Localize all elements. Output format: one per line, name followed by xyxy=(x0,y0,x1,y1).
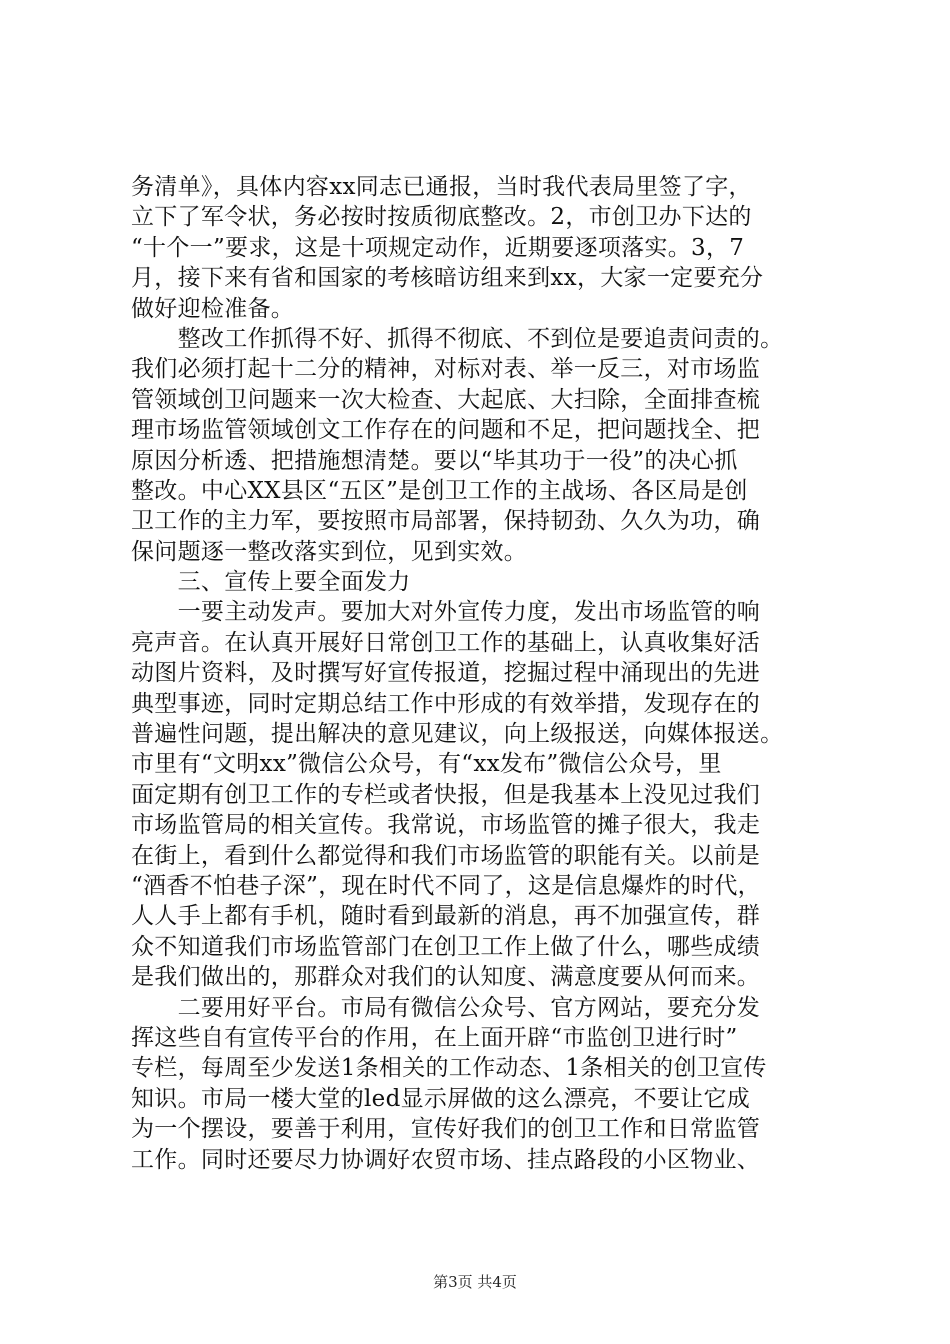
body-text xyxy=(131,172,831,1175)
text-line: 是我们做出的，那群众对我们的认知度、满意度要从何而来。 xyxy=(131,964,761,991)
text-line: 挥这些自有宣传平台的作用，在上面开辟“市监创卫进行时” xyxy=(131,1024,738,1051)
text-line: 整改。中心XX县区“五区”是创卫工作的主战场、各区局是创 xyxy=(131,477,748,504)
page-footer: 第3页 共4页 xyxy=(433,1273,517,1291)
text-line: 理市场监管领域创文工作存在的问题和不足，把问题找全、把 xyxy=(131,417,761,444)
text-line: 动图片资料，及时撰写好宣传报道，挖掘过程中涌现出的先进 xyxy=(131,660,761,687)
text-line: 卫工作的主力军，要按照市局部署，保持韧劲、久久为功，确 xyxy=(131,508,761,535)
text-line: 月，接下来有省和国家的考核暗访组来到xx，大家一定要充分 xyxy=(131,265,764,292)
text-line: 一要主动发声。要加大对外宣传力度，发出市场监管的响 xyxy=(131,599,761,626)
text-line: 知识。市局一楼大堂的led显示屏做的这么漂亮，不要让它成 xyxy=(131,1085,751,1112)
text-line: “酒香不怕巷子深”，现在时代不同了，这是信息爆炸的时代， xyxy=(131,872,761,899)
text-line: 立下了军令状，务必按时按质彻底整改。2，市创卫办下达的 xyxy=(131,204,752,231)
text-line: 专栏，每周至少发送1条相关的工作动态、1条相关的创卫宣传 xyxy=(131,1055,767,1082)
text-line: 市里有“文明xx”微信公众号，有“xx发布”微信公众号，里 xyxy=(131,751,722,778)
text-line: 务清单》，具体内容xx同志已通报，当时我代表局里签了字， xyxy=(131,174,752,200)
text-line: 我们必须打起十二分的精神，对标对表、举一反三，对市场监 xyxy=(131,356,761,383)
text-line: 众不知道我们市场监管部门在创卫工作上做了什么，哪些成绩 xyxy=(131,933,761,960)
text-line: “十个一”要求，这是十项规定动作，近期要逐项落实。3，7 xyxy=(131,234,745,261)
text-line: 管领域创卫问题来一次大检查、大起底、大扫除，全面排查梳 xyxy=(131,386,761,413)
text-line: 人人手上都有手机，随时看到最新的消息，再不加强宣传，群 xyxy=(131,903,761,930)
text-line: 做好迎检准备。 xyxy=(131,295,295,322)
text-line: 在街上，看到什么都觉得和我们市场监管的职能有关。以前是 xyxy=(131,842,761,869)
text-line: 工作。同时还要尽力协调好农贸市场、挂点路段的小区物业、 xyxy=(131,1146,761,1173)
text-line: 面定期有创卫工作的专栏或者快报，但是我基本上没见过我们 xyxy=(131,781,761,808)
text-line: 三、宣传上要全面发力 xyxy=(131,569,411,596)
text-line: 普遍性问题，提出解决的意见建议，向上级报送，向媒体报送。 xyxy=(131,721,784,748)
text-line: 保问题逐一整改落实到位，见到实效。 xyxy=(131,538,528,565)
text-line: 典型事迹，同时定期总结工作中形成的有效举措，发现存在的 xyxy=(131,690,761,717)
text-line: 二要用好平台。市局有微信公众号、官方网站，要充分发 xyxy=(131,994,761,1021)
text-line: 亮声音。在认真开展好日常创卫工作的基础上，认真收集好活 xyxy=(131,629,761,656)
text-line: 原因分析透、把措施想清楚。要以“毕其功于一役”的决心抓 xyxy=(131,447,738,474)
text-line: 为一个摆设，要善于利用，宣传好我们的创卫工作和日常监管 xyxy=(131,1116,761,1143)
text-line: 市场监管局的相关宣传。我常说，市场监管的摊子很大，我走 xyxy=(131,812,761,839)
text-line: 整改工作抓得不好、抓得不彻底、不到位是要追责问责的。 xyxy=(131,325,784,352)
